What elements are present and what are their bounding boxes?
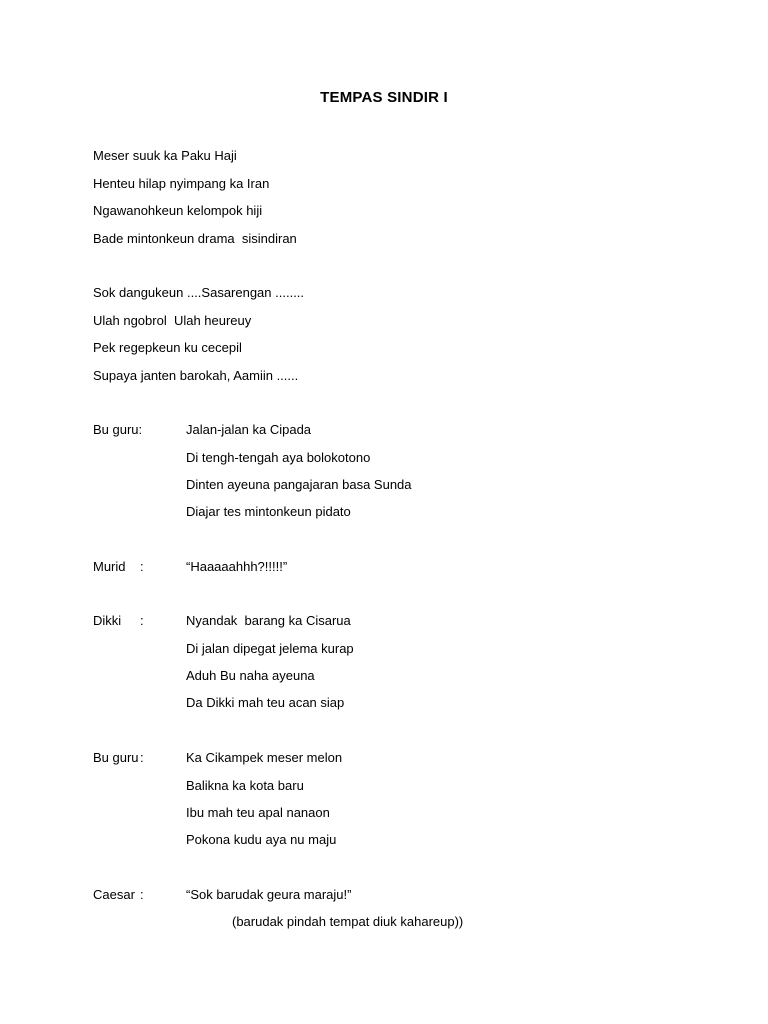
dialogue-line: Jalan-jalan ka Cipada	[186, 422, 312, 437]
dialogue-line: “Sok barudak geura maraju!”	[186, 887, 352, 902]
dialogue-line: Diajar tes mintonkeun pidato	[186, 504, 351, 519]
intro-line: Ngawanohkeun kelompok hiji	[93, 203, 263, 218]
speaker-label: Bu guru	[93, 750, 139, 765]
dialogue-line: Ka Cikampek meser melon	[186, 750, 343, 765]
dialogue-line: Dinten ayeuna pangajaran basa Sunda	[186, 477, 412, 492]
speaker-label: Murid	[93, 559, 126, 574]
speaker-label: Dikki	[93, 613, 122, 628]
intro-line: Henteu hilap nyimpang ka Iran	[93, 176, 270, 191]
dialogue-line: “Haaaaahhh?!!!!!”	[186, 559, 288, 574]
dialogue-line: Nyandak barang ka Cisarua	[186, 613, 351, 628]
intro-line: Supaya janten barokah, Aamiin ......	[93, 368, 299, 383]
intro-line: Sok dangukeun ....Sasarengan ........	[93, 285, 305, 300]
speaker-colon: :	[140, 750, 144, 765]
speaker-label: Caesar	[93, 887, 135, 902]
speaker-label: Bu guru:	[93, 422, 143, 437]
speaker-colon: :	[140, 559, 144, 574]
intro-line: Meser suuk ka Paku Haji	[93, 148, 237, 163]
dialogue-line: Aduh Bu naha ayeuna	[186, 668, 315, 683]
dialogue-line: Ibu mah teu apal nanaon	[186, 805, 330, 820]
dialogue-line: Di tengh-tengah aya bolokotono	[186, 450, 371, 465]
intro-line: Ulah ngobrol Ulah heureuy	[93, 313, 252, 328]
stage-direction: (barudak pindah tempat diuk kahareup))	[232, 914, 464, 929]
dialogue-line: Di jalan dipegat jelema kurap	[186, 641, 354, 656]
document-title: TEMPAS SINDIR I	[320, 89, 448, 106]
dialogue-line: Balikna ka kota baru	[186, 778, 304, 793]
dialogue-line: Pokona kudu aya nu maju	[186, 832, 337, 847]
speaker-colon: :	[140, 887, 144, 902]
speaker-colon: :	[140, 613, 144, 628]
intro-line: Pek regepkeun ku cecepil	[93, 340, 242, 355]
dialogue-line: Da Dikki mah teu acan siap	[186, 695, 345, 710]
intro-line: Bade mintonkeun drama sisindiran	[93, 231, 297, 246]
